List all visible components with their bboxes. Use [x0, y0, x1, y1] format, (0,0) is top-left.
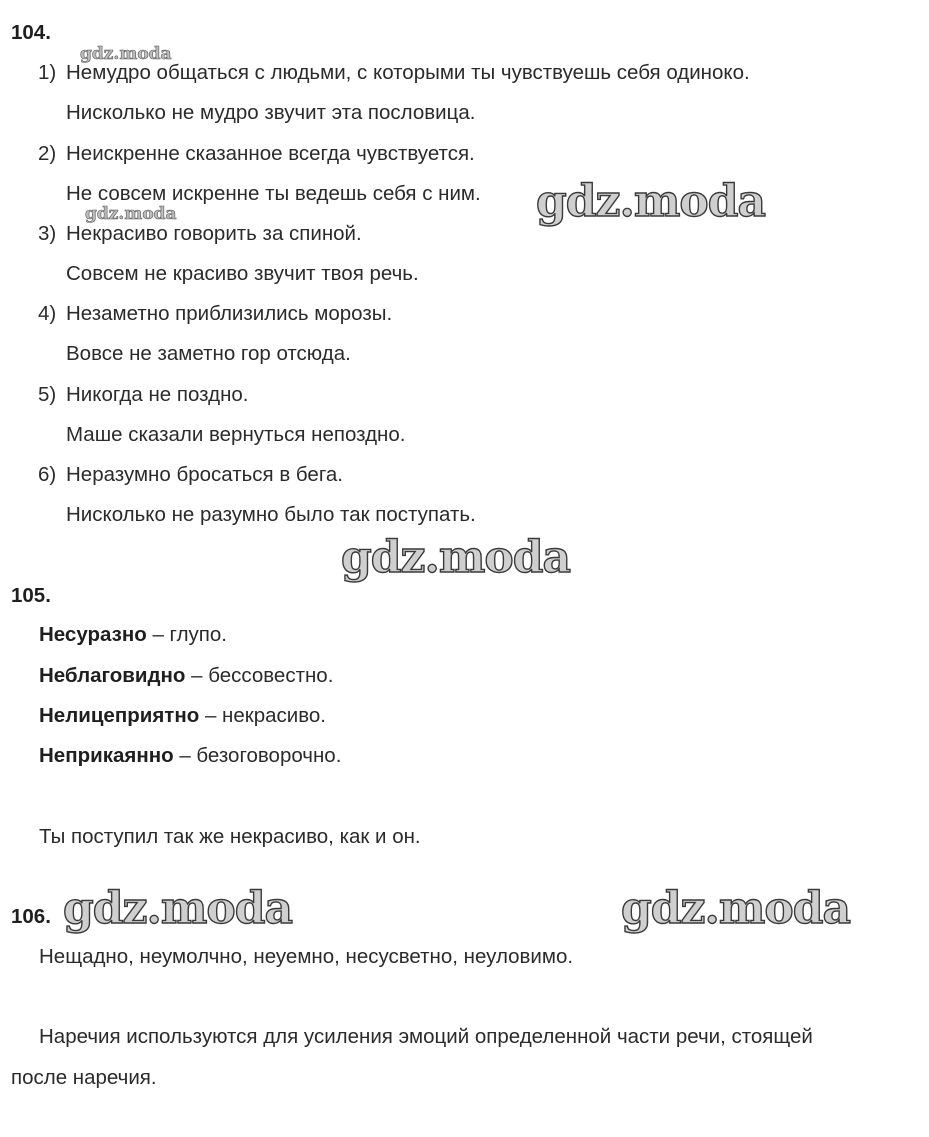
exercise-106-number: 106.	[11, 905, 51, 928]
definition-1	[39, 623, 227, 647]
item-6-followup: Нисколько не разумно было так поступать.	[66, 503, 476, 526]
watermark-small: gdz.moda	[85, 204, 177, 224]
definition-1-meaning: – глупо.	[146, 623, 227, 646]
item-4-sentence: Незаметно приблизились морозы.	[66, 302, 393, 325]
explanation-line-2: после наречия.	[11, 1066, 157, 1089]
exercise-105-number: 105.	[11, 584, 51, 607]
example-sentence: Ты поступил так же некрасиво, как и он.	[39, 825, 421, 848]
definition-3	[39, 704, 326, 728]
item-1-number: 1)	[38, 61, 57, 84]
item-1-followup: Нисколько не мудро звучит эта пословица.	[66, 101, 476, 124]
watermark-large: gdz.moda	[536, 176, 766, 227]
definition-4-meaning: – безоговорочно.	[173, 744, 342, 767]
item-5-number: 5)	[38, 383, 57, 406]
definition-2-term: Неблаговидно	[39, 664, 186, 687]
item-4-followup: Вовсе не заметно гор отсюда.	[66, 342, 351, 365]
item-3-number: 3)	[38, 222, 57, 245]
definition-3-term: Нелицеприятно	[39, 704, 200, 727]
item-5-followup: Маше сказали вернуться непоздно.	[66, 423, 406, 446]
item-3-followup: Совсем не красиво звучит твоя речь.	[66, 262, 419, 285]
item-4-number: 4)	[38, 302, 57, 325]
item-1-sentence: Немудро общаться с людьми, с которыми ты чувствуешь себя одиноко.	[66, 61, 750, 84]
definition-4	[39, 744, 341, 768]
watermark-small: gdz.moda	[80, 44, 172, 64]
explanation-line-1: Наречия используются для усиления эмоций определенной части речи, стоящей	[39, 1025, 813, 1048]
watermark-large: gdz.moda	[341, 532, 571, 583]
item-6-sentence: Неразумно бросаться в бега.	[66, 463, 343, 486]
definition-2-meaning: – бессовестно.	[185, 664, 334, 687]
watermark-large: gdz.moda	[63, 883, 293, 934]
item-2-followup: Не совсем искренне ты ведешь себя с ним.	[66, 182, 481, 205]
item-5-sentence: Никогда не поздно.	[66, 383, 249, 406]
item-2-number: 2)	[38, 142, 57, 165]
adverb-list: Нещадно, неумолчно, неуемно, несусветно, неуловимо.	[39, 945, 574, 968]
watermark-large: gdz.moda	[621, 883, 851, 934]
definition-1-term: Несуразно	[39, 623, 147, 646]
item-2-sentence: Неискренне сказанное всегда чувствуется.	[66, 142, 475, 165]
exercise-104-number: 104.	[11, 21, 51, 44]
definition-2	[39, 664, 333, 688]
item-3-sentence: Некрасиво говорить за спиной.	[66, 222, 362, 245]
definition-4-term: Неприкаянно	[39, 744, 174, 767]
item-6-number: 6)	[38, 463, 57, 486]
definition-3-meaning: – некрасиво.	[199, 704, 326, 727]
